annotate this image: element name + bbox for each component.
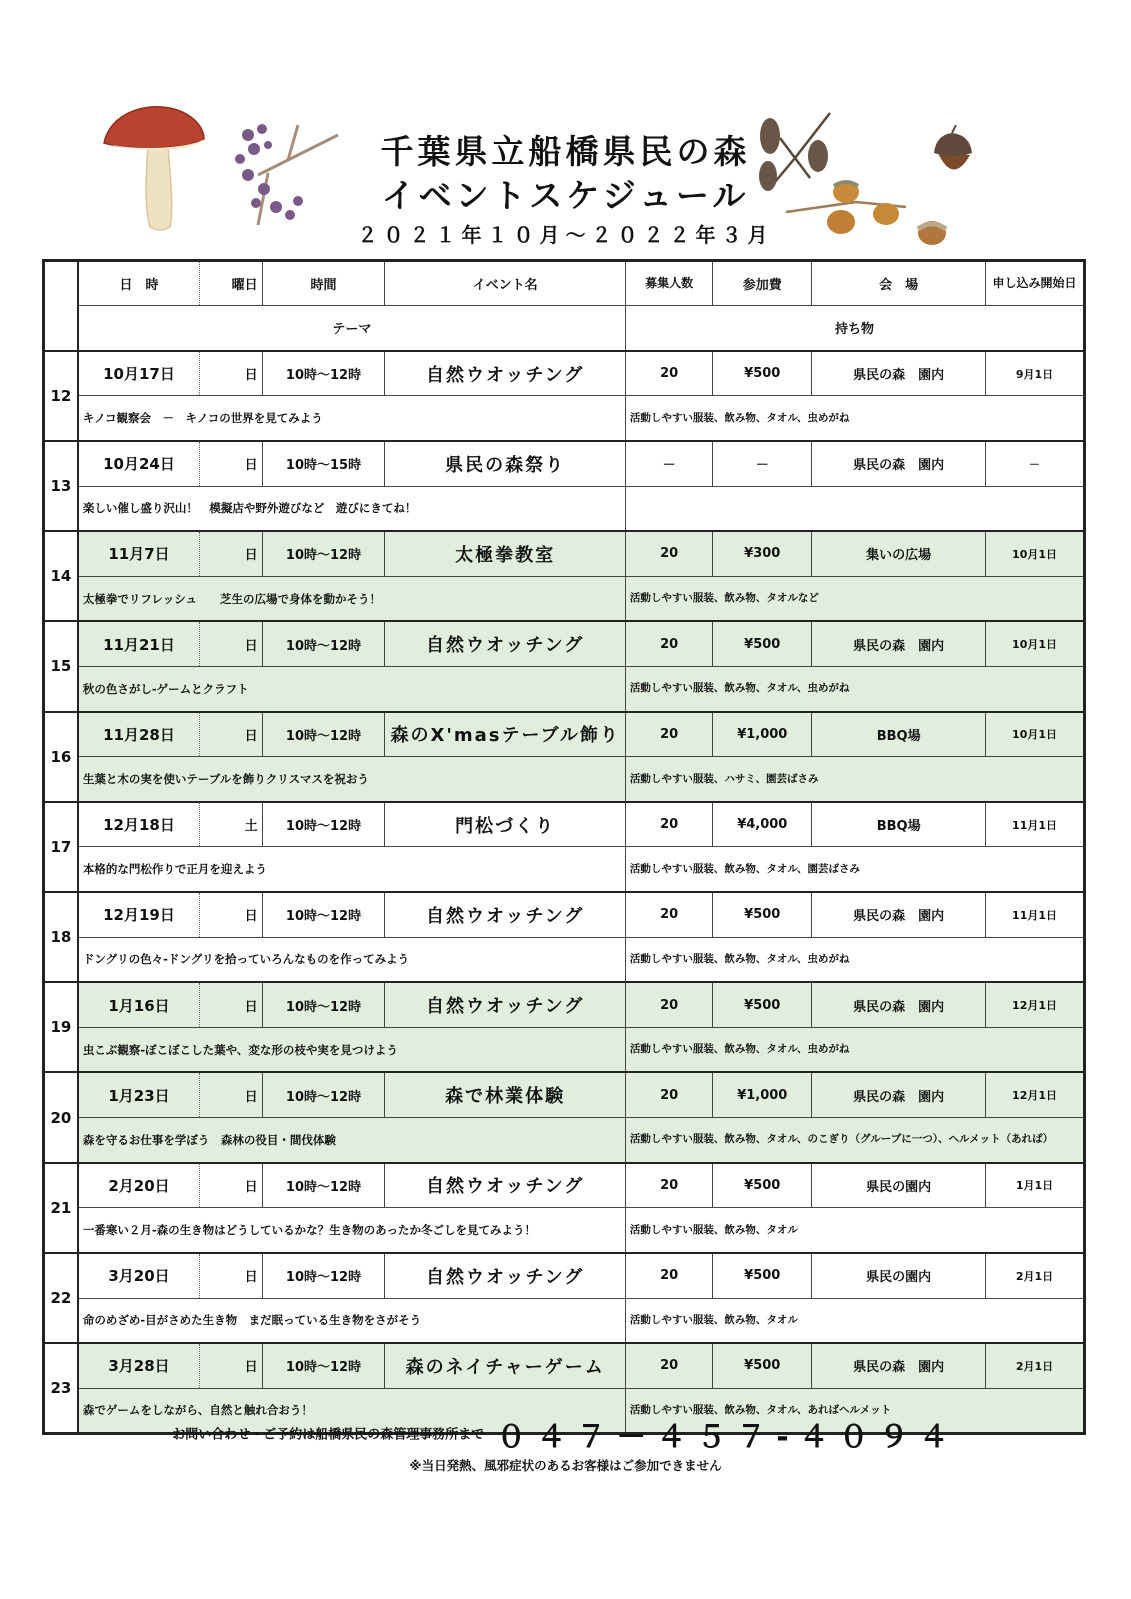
event-fee: －: [713, 441, 812, 486]
title-block: [0, 130, 1131, 250]
event-name: 県民の森祭り: [385, 441, 625, 486]
event-capacity: 20: [625, 351, 712, 396]
event-date: 11月28日: [78, 712, 200, 757]
event-theme: 生葉と木の実を使いテーブルを飾りクリスマスを祝おう: [78, 757, 626, 802]
event-name: 自然ウオッチング: [385, 982, 625, 1027]
header-event: イベント名: [385, 261, 625, 306]
event-time: 10時～12時: [262, 531, 385, 576]
event-items: 活動しやすい服装、飲み物、タオルなど: [625, 576, 1084, 621]
event-row: [44, 1072, 1085, 1117]
event-time: 10時～12時: [262, 351, 385, 396]
event-capacity: 20: [625, 1343, 712, 1388]
event-row: [44, 621, 1085, 666]
event-registration-start: 2月1日: [986, 1343, 1085, 1388]
event-row: [44, 982, 1085, 1027]
event-items: 活動しやすい服装、飲み物、タオル、虫めがね: [625, 1027, 1084, 1072]
page-title: 千葉県立船橋県民の森: [380, 132, 751, 171]
event-theme: ドングリの色々-ドングリを拾っていろんなものを作ってみよう: [78, 937, 626, 982]
event-date: 10月24日: [78, 441, 200, 486]
event-time: 10時～12時: [262, 621, 385, 666]
event-capacity: －: [625, 441, 712, 486]
schedule-period: ２０２１年１０月～２０２２年３月: [357, 223, 774, 247]
event-row: [44, 1253, 1085, 1298]
event-registration-start: 2月1日: [986, 1253, 1085, 1298]
header-row: [44, 261, 1085, 306]
event-time: 10時～12時: [262, 1163, 385, 1208]
event-fee: ¥1,000: [713, 1072, 812, 1117]
event-capacity: 20: [625, 531, 712, 576]
header-capacity: 募集人数: [625, 261, 712, 306]
event-detail-row: [44, 576, 1085, 621]
event-day-of-week: 日: [200, 1072, 262, 1117]
header-venue: 会 場: [812, 261, 986, 306]
event-time: 10時～12時: [262, 802, 385, 847]
event-fee: ¥500: [713, 1253, 812, 1298]
event-date: 2月20日: [78, 1163, 200, 1208]
event-time: 10時～12時: [262, 892, 385, 937]
event-time: 10時～12時: [262, 982, 385, 1027]
header-row-2: [44, 306, 1085, 351]
event-date: 3月28日: [78, 1343, 200, 1388]
event-venue: 県民の森 園内: [812, 441, 986, 486]
header-items: 持ち物: [625, 306, 1084, 351]
event-items: 活動しやすい服装、飲み物、タオル、のこぎり（グループに一つ）、ヘルメット（あれば）: [625, 1118, 1084, 1163]
event-fee: ¥1,000: [713, 712, 812, 757]
event-fee: ¥500: [713, 982, 812, 1027]
event-theme: 楽しい催し盛り沢山！ 模擬店や野外遊びなど 遊びにきてね！: [78, 486, 626, 531]
event-day-of-week: 日: [200, 621, 262, 666]
header-time: 時間: [262, 261, 385, 306]
event-number: 19: [44, 982, 78, 1072]
event-number: 23: [44, 1343, 78, 1433]
footer: [0, 1412, 1131, 1474]
event-date: 1月16日: [78, 982, 200, 1027]
event-items: 活動しやすい服装、飲み物、タオル、虫めがね: [625, 396, 1084, 441]
event-row: [44, 892, 1085, 937]
event-detail-row: [44, 1208, 1085, 1253]
event-venue: 県民の森 園内: [812, 982, 986, 1027]
event-fee: ¥500: [713, 1343, 812, 1388]
event-items: 活動しやすい服装、飲み物、タオル、園芸ばさみ: [625, 847, 1084, 892]
event-capacity: 20: [625, 1072, 712, 1117]
event-theme: 一番寒い２月-森の生き物はどうしているかな？生き物のあったか冬ごしを見てみよう！: [78, 1208, 626, 1253]
event-registration-start: 1月1日: [986, 1163, 1085, 1208]
contact-text: お問い合わせ・ご予約は船橋県民の森管理事務所まで: [172, 1427, 485, 1443]
event-venue: 県民の園内: [812, 1253, 986, 1298]
event-date: 10月17日: [78, 351, 200, 396]
event-detail-row: [44, 666, 1085, 711]
event-registration-start: 11月1日: [986, 802, 1085, 847]
event-name: 太極拳教室: [385, 531, 625, 576]
event-theme: 本格的な門松作りで正月を迎えよう: [78, 847, 626, 892]
event-number: 14: [44, 531, 78, 621]
schedule-table: [42, 259, 1086, 1435]
event-row: [44, 441, 1085, 486]
event-capacity: 20: [625, 982, 712, 1027]
event-items: 活動しやすい服装、ハサミ、園芸ばさみ: [625, 757, 1084, 802]
event-venue: BBQ場: [812, 712, 986, 757]
event-row: [44, 1343, 1085, 1388]
event-detail-row: [44, 1027, 1085, 1072]
event-name: 門松づくり: [385, 802, 625, 847]
event-theme: 森でゲームをしながら、自然と触れ合おう！: [78, 1388, 626, 1433]
event-fee: ¥500: [713, 351, 812, 396]
event-theme: 森を守るお仕事を学ぼう 森林の役目・間伐体験: [78, 1118, 626, 1163]
event-row: [44, 802, 1085, 847]
event-theme: 命のめざめ-目がさめた生き物 まだ眠っている生き物をさがそう: [78, 1298, 626, 1343]
event-number: 22: [44, 1253, 78, 1343]
event-detail-row: [44, 757, 1085, 802]
event-registration-start: 12月1日: [986, 982, 1085, 1027]
event-venue: 県民の森 園内: [812, 1343, 986, 1388]
event-fee: ¥500: [713, 892, 812, 937]
page-title-line2: イベントスケジュール: [381, 176, 750, 215]
event-day-of-week: 日: [200, 531, 262, 576]
event-day-of-week: 日: [200, 892, 262, 937]
event-number: 15: [44, 621, 78, 711]
header-fee: 参加費: [713, 261, 812, 306]
event-detail-row: [44, 1118, 1085, 1163]
event-day-of-week: 日: [200, 982, 262, 1027]
event-capacity: 20: [625, 802, 712, 847]
event-theme: 秋の色さがし-ゲームとクラフト: [78, 666, 626, 711]
event-time: 10時～12時: [262, 1253, 385, 1298]
event-capacity: 20: [625, 1253, 712, 1298]
event-venue: 県民の森 園内: [812, 351, 986, 396]
event-capacity: 20: [625, 892, 712, 937]
event-venue: 県民の森 園内: [812, 621, 986, 666]
header-dow: 曜日: [200, 261, 262, 306]
event-venue: 県民の園内: [812, 1163, 986, 1208]
event-number: 21: [44, 1163, 78, 1253]
event-name: 自然ウオッチング: [385, 351, 625, 396]
event-detail-row: [44, 847, 1085, 892]
event-registration-start: 10月1日: [986, 621, 1085, 666]
event-date: 12月19日: [78, 892, 200, 937]
event-name: 森で林業体験: [385, 1072, 625, 1117]
phone-number: ０４７－４５７-４０９４: [496, 1420, 959, 1455]
event-day-of-week: 日: [200, 441, 262, 486]
event-name: 森のネイチャーゲーム: [385, 1343, 625, 1388]
event-row: [44, 351, 1085, 396]
event-registration-start: －: [986, 441, 1085, 486]
event-fee: ¥4,000: [713, 802, 812, 847]
event-day-of-week: 土: [200, 802, 262, 847]
event-time: 10時～15時: [262, 441, 385, 486]
event-capacity: 20: [625, 712, 712, 757]
event-fee: ¥500: [713, 621, 812, 666]
event-detail-row: [44, 396, 1085, 441]
event-day-of-week: 日: [200, 1163, 262, 1208]
header-start-date: 申し込み開始日: [986, 261, 1085, 306]
event-registration-start: 11月1日: [986, 892, 1085, 937]
event-name: 森のX'masテーブル飾り: [385, 712, 625, 757]
event-registration-start: 10月1日: [986, 712, 1085, 757]
header-date: 日 時: [78, 261, 200, 306]
event-venue: 県民の森 園内: [812, 892, 986, 937]
event-date: 3月20日: [78, 1253, 200, 1298]
event-date: 11月21日: [78, 621, 200, 666]
header-theme: テーマ: [78, 306, 626, 351]
event-items: 活動しやすい服装、飲み物、タオル: [625, 1208, 1084, 1253]
event-registration-start: 12月1日: [986, 1072, 1085, 1117]
event-registration-start: 9月1日: [986, 351, 1085, 396]
event-items: 活動しやすい服装、飲み物、タオル、あればヘルメット: [625, 1388, 1084, 1433]
event-detail-row: [44, 1298, 1085, 1343]
health-notice: ※当日発熱、風邪症状のあるお客様はご参加できません: [409, 1458, 722, 1473]
event-number: 16: [44, 712, 78, 802]
event-number: 17: [44, 802, 78, 892]
event-items: 活動しやすい服装、飲み物、タオル、虫めがね: [625, 937, 1084, 982]
event-day-of-week: 日: [200, 1253, 262, 1298]
event-venue: BBQ場: [812, 802, 986, 847]
event-row: [44, 531, 1085, 576]
event-number: 13: [44, 441, 78, 531]
event-theme: 虫こぶ観察-ぼこぼこした葉や、変な形の枝や実を見つけよう: [78, 1027, 626, 1072]
event-date: 1月23日: [78, 1072, 200, 1117]
event-fee: ¥300: [713, 531, 812, 576]
event-capacity: 20: [625, 621, 712, 666]
event-items: [625, 486, 1084, 531]
event-theme: キノコ観察会 － キノコの世界を見てみよう: [78, 396, 626, 441]
event-name: 自然ウオッチング: [385, 1253, 625, 1298]
event-row: [44, 1163, 1085, 1208]
event-day-of-week: 日: [200, 351, 262, 396]
event-registration-start: 10月1日: [986, 531, 1085, 576]
event-time: 10時～12時: [262, 712, 385, 757]
event-detail-row: [44, 937, 1085, 982]
event-row: [44, 712, 1085, 757]
event-time: 10時～12時: [262, 1343, 385, 1388]
event-items: 活動しやすい服装、飲み物、タオル: [625, 1298, 1084, 1343]
event-day-of-week: 日: [200, 1343, 262, 1388]
header-number-cell: [44, 261, 78, 351]
event-day-of-week: 日: [200, 712, 262, 757]
event-venue: 集いの広場: [812, 531, 986, 576]
event-number: 12: [44, 351, 78, 441]
event-theme: 太極拳でリフレッシュ 芝生の広場で身体を動かそう！: [78, 576, 626, 621]
event-venue: 県民の森 園内: [812, 1072, 986, 1117]
event-date: 11月7日: [78, 531, 200, 576]
event-date: 12月18日: [78, 802, 200, 847]
event-name: 自然ウオッチング: [385, 892, 625, 937]
event-number: 20: [44, 1072, 78, 1162]
event-detail-row: [44, 486, 1085, 531]
event-name: 自然ウオッチング: [385, 1163, 625, 1208]
event-items: 活動しやすい服装、飲み物、タオル、虫めがね: [625, 666, 1084, 711]
event-fee: ¥500: [713, 1163, 812, 1208]
event-name: 自然ウオッチング: [385, 621, 625, 666]
event-time: 10時～12時: [262, 1072, 385, 1117]
event-capacity: 20: [625, 1163, 712, 1208]
event-number: 18: [44, 892, 78, 982]
